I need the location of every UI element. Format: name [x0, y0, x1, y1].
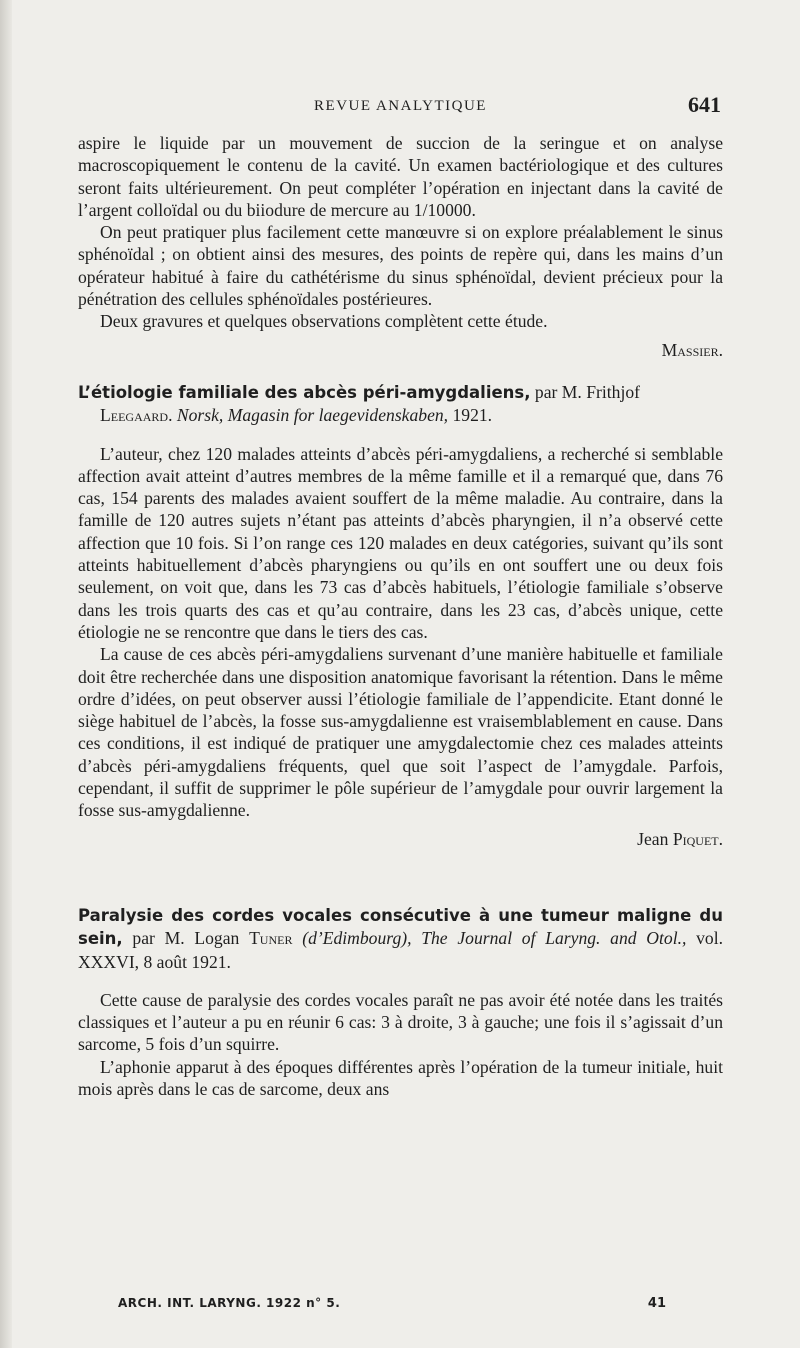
signature-piquet — [78, 828, 723, 850]
footer-journal-ref: ARCH. INT. LARYNG. 1922 n° 5. — [118, 1296, 341, 1310]
article-1-paragraph-1: L’auteur, chez 120 malades atteints d’abcès péri-amygdaliens, a recherché si semblable affection avait atteint d’autres membres de la même famille et il a remarqué que, dans 76 cas, 154 parents des malades avaient souffert de la même maladie. Au contraire, dans la famille de 120 autres sujets n’étant pas atteints d’abcès pharyngien, il n’a observé cette affection que 10 fois. Si l’on range ces 120 malades en deux catégories, suivant qu’ils sont atteints habituellement d’abcès pharyngiens ou qu’ils en ont souffert une ou deux fois seulement, on voit que, dans les 73 cas d’abcès habituels, l’étiologie familiale s’observe dans les trois quarts des cas et qu’au contraire, dans les 23 cas, d’abcès unique, cette étiologie ne se rencontre que dans le tiers des cas. — [78, 443, 723, 642]
article-1-heading — [78, 381, 723, 427]
running-header — [78, 92, 723, 120]
article-2-heading — [78, 904, 723, 973]
article-1-byline: par M. Frithjof — [530, 381, 640, 402]
article-1-source: Norsk, Magasin for laegevidenskaben, — [172, 405, 449, 426]
article-2-byline: par M. Logan — [122, 928, 250, 949]
page-number: 641 — [688, 92, 721, 117]
article-1-paragraph-2: La cause de ces abcès péri-amygdaliens survenant d’une manière habituelle et familiale doit être recherchée dans une disposition anatomique favorisant la rétention. Dans le même ordre d’idées, on peut observer aussi l’étiologie familiale de l’appendicite. Etant donné le siège habituel de l’abcès, la fosse sus-amygdalienne est vraisemblablement en cause. Dans ces conditions, il est indiqué de pratiquer une amygdalectomie chez ces malades atteints d’abcès péri-amygdaliens fréquents, quel que soit l’aspect de l’amygdale. Parfois, cependant, il suffit de supprimer le pôle supérieur de l’amygdale pour ouvrir largement la fosse sus-amygdalienne. — [78, 644, 723, 821]
article-2-paragraph-1: Cette cause de paralysie des cordes vocales paraît ne pas avoir été notée dans les traités classiques et l’auteur a pu en réunir 6 cas: 3 à droite, 3 à gauche; une fois il s’agissait d’un sarcome, 5 fois d’un squirre. — [78, 989, 723, 1055]
article-1-year: 1921. — [448, 405, 493, 426]
article-1-title: L’étiologie familiale des abcès péri-amygdaliens, — [78, 382, 531, 402]
article-2-volume: vol. XXXVI, 8 août 1921. — [78, 928, 723, 972]
book-spine-shadow — [0, 0, 12, 1348]
signature-last-name: Piquet. — [672, 828, 723, 849]
article-1-author: Leegaard. — [100, 405, 173, 426]
running-title: REVUE ANALYTIQUE — [314, 98, 487, 114]
page-content — [78, 92, 723, 1100]
signature-first-name: Jean — [637, 828, 673, 849]
article-2-title: Paralysie des cordes vocales consécutive à une tumeur maligne du sein, — [78, 905, 723, 949]
footer-signature-mark: 41 — [647, 1296, 666, 1311]
intro-paragraph-2: On peut pratiquer plus facilement cette manœuvre si on explore préalablement le sinus sphénoïdal ; on obtient ainsi des mesures, des points de repère qui, dans les mains d’un opérateur habitué à faire du cathétérisme du sinus sphénoïdal, devient précieux pour la pénétration des cellules sphénoïdales postérieures. — [78, 222, 723, 310]
intro-paragraph-1: aspire le liquide par un mouvement de succion de la seringue et on analyse macroscopiquement le contenu de la cavité. Un examen bactériologique et des cultures seront faits ultérieurement. On peut compléter l’opération en injectant dans la cavité de l’argent colloïdal ou du biiodure de mercure au 1/10000. — [78, 133, 723, 220]
article-2-author: Tuner — [249, 928, 293, 949]
article-2-source: (d’Edimbourg), The Journal of Laryng. and Otol., — [292, 928, 687, 949]
signature-massier: Massier. — [661, 339, 723, 360]
article-2-paragraph-2: L’aphonie apparut à des époques différentes après l’opération de la tumeur initiale, huit mois après dans le cas de sarcome, deux ans — [78, 1056, 723, 1099]
intro-paragraph-3: Deux gravures et quelques observations complètent cette étude. — [100, 311, 548, 332]
